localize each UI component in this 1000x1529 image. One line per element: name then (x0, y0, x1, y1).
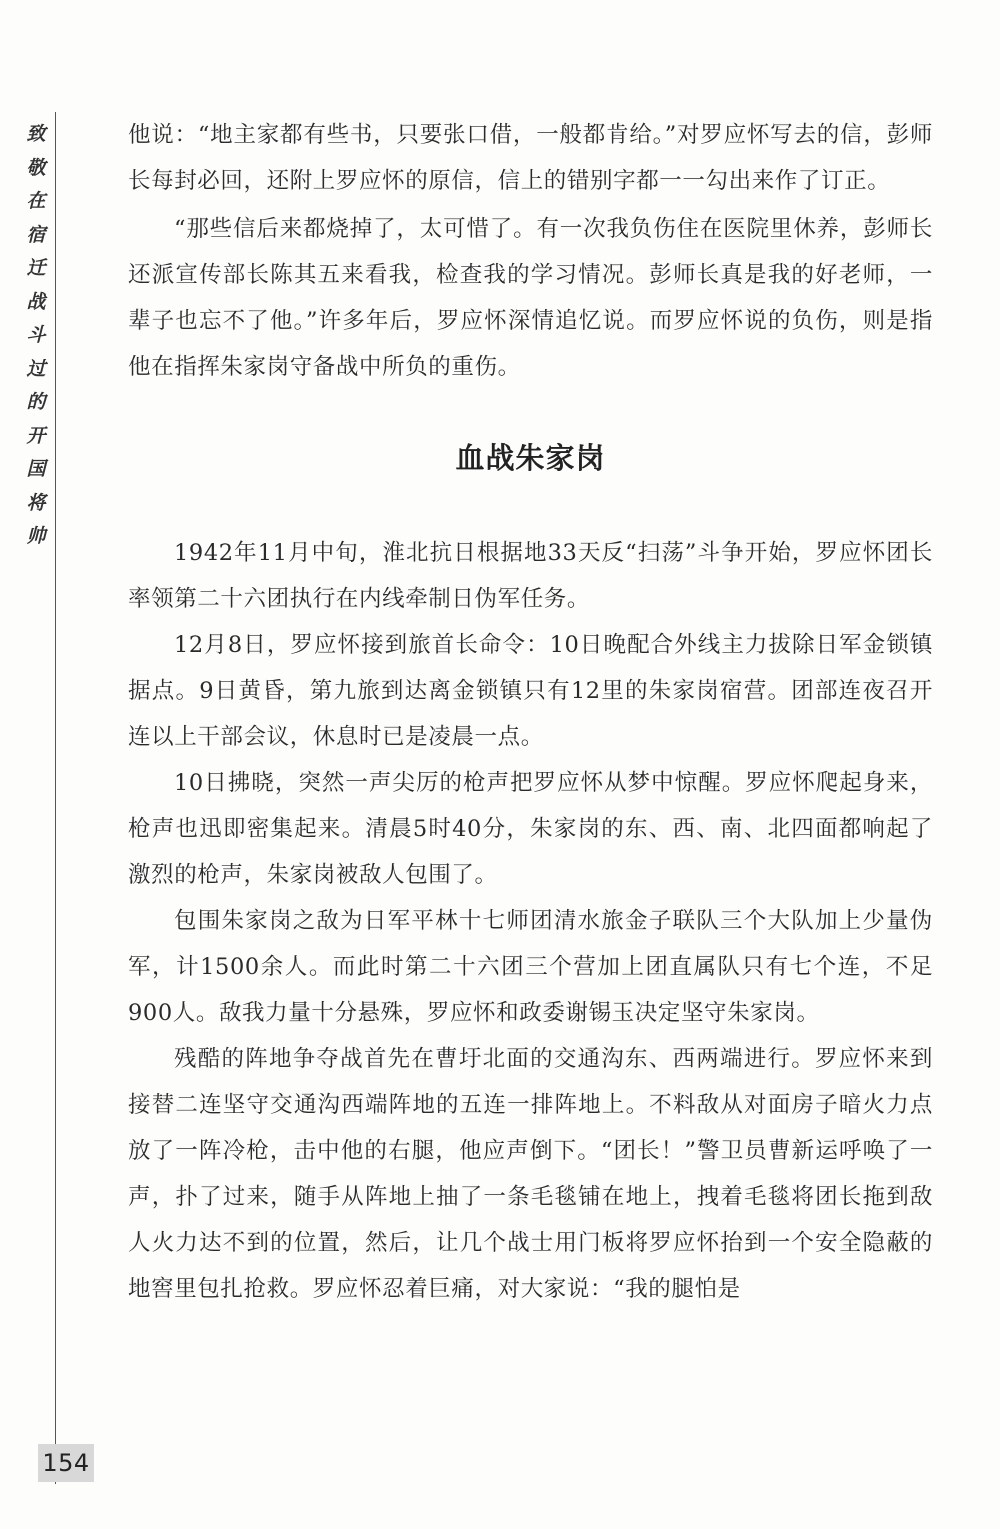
running-title-char: 国 (26, 458, 46, 480)
running-title-char: 的 (26, 391, 46, 413)
running-title-char: 过 (26, 357, 46, 380)
paragraph: 残酷的阵地争夺战首先在曹圩北面的交通沟东、西两端进行。罗应怀来到接替二连坚守交通沟西端阵地的五连一排阵地上。不料敌从对面房子暗火力点放了一阵冷枪，击中他的右腿，他应声倒下。“团长！”警卫员曹新运呼唤了一声，扑了过来，随手从阵地上抽了一条毛毯铺在地上，拽着毛毯将团长拖到敌人火力达不到的位置，然后，让几个战士用门板将罗应怀抬到一个安全隐蔽的地窖里包扎抢救。罗应怀忍着巨痛，对大家说：“我的腿怕是 (128, 1046, 933, 1302)
running-title-char: 宿 (26, 223, 46, 246)
running-title-char: 斗 (26, 324, 46, 346)
paragraph: 1942年11月中旬，淮北抗日根据地33天反“扫荡”斗争开始，罗应怀团长率领第二十六团执行在内线牵制日伪军任务。 (128, 540, 933, 612)
section-heading: 血战朱家岗 (455, 441, 606, 475)
paragraph: “那些信后来都烧掉了，太可惜了。有一次我负伤住在医院里休养，彭师长还派宣传部长陈其五来看我，检查我的学习情况。彭师长真是我的好老师，一辈子也忘不了他。”许多年后，罗应怀深情追忆说。而罗应怀说的负伤，则是指他在指挥朱家岗守备战中所负的重伤。 (128, 216, 933, 380)
paragraph: 12月8日，罗应怀接到旅首长命令：10日晚配合外线主力拔除日军金锁镇据点。9日黄昏，第九旅到达离金锁镇只有12里的朱家岗宿营。团部连夜召开连以上干部会议，休息时已是凌晨一点。 (128, 632, 933, 750)
running-title-char: 战 (26, 290, 46, 313)
running-title-char: 在 (26, 190, 46, 212)
running-title-char: 敬 (26, 156, 46, 179)
running-title-char: 迁 (26, 257, 46, 279)
running-title-char: 帅 (26, 525, 46, 547)
page-number-tab (38, 1444, 94, 1482)
page-number: 154 (42, 1449, 90, 1477)
running-title-char: 将 (26, 491, 46, 514)
running-title-char: 致 (26, 123, 46, 145)
paragraph: 包围朱家岗之敌为日军平林十七师团清水旅金子联队三个大队加上少量伪军，计1500余人。而此时第二十六团三个营加上团直属队只有七个连，不足900人。敌我力量十分悬殊，罗应怀和政委谢锡玉决定坚守朱家岗。 (128, 908, 933, 1026)
body-text (128, 112, 933, 1312)
margin-rule (55, 112, 56, 1484)
paragraph: 他说：“地主家都有些书，只要张口借，一般都肯给。”对罗应怀写去的信，彭师长每封必回，还附上罗应怀的原信，信上的错别字都一一勾出来作了订正。 (128, 122, 933, 194)
running-title-vertical (22, 118, 50, 554)
running-title-char: 开 (26, 424, 46, 447)
paragraph: 10日拂晓，突然一声尖厉的枪声把罗应怀从梦中惊醒。罗应怀爬起身来，枪声也迅即密集起来。清晨5时40分，朱家岗的东、西、南、北四面都响起了激烈的枪声，朱家岗被敌人包围了。 (128, 770, 933, 888)
